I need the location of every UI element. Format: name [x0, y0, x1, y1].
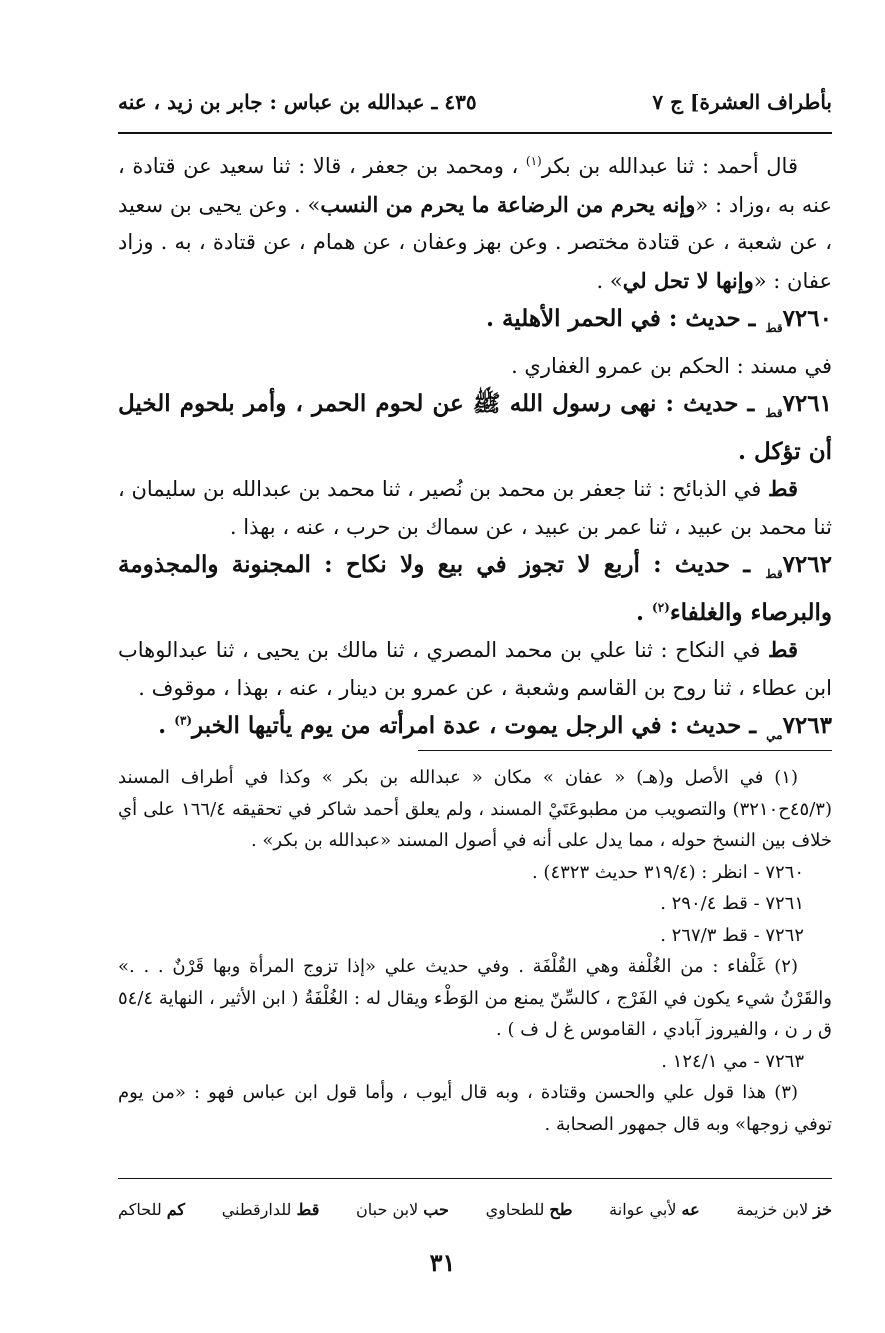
- source-symbol: قط: [765, 406, 783, 420]
- abbr-item: قط للدارقطني: [221, 1200, 320, 1219]
- footnote-ref-3: (٣): [174, 713, 193, 728]
- source-symbol: قط: [765, 567, 783, 581]
- hadith-7263: $٧٢٦٣_{مي}$ ـ حديث : في الرجل يموت ، عدة امرأته من يوم يأتيها الخبر$^{(٣)}$ .: [158, 712, 832, 742]
- abbr-item: حب لابن حبان: [356, 1200, 449, 1219]
- paragraph-musnad: في مسند : الحكم بن عمرو الغفاري .: [511, 353, 832, 378]
- footnote-ref-2: (٢): [652, 599, 670, 614]
- hadith-7260: $٧٢٦٠_{قط}$ ـ حديث : في الحمر الأهلية .: [485, 305, 832, 335]
- hadith-number: ٧٢٦٢: [782, 551, 832, 578]
- abbr-item: خز لابن خزيمة: [736, 1200, 832, 1219]
- hadith-7261: $٧٢٦١_{قط}$ ـ حديث : نهى رسول الله ﷺ عن لحوم الحمر ، وأمر بلحوم الخيل أن تؤكل .: [118, 390, 832, 465]
- footnote-3: (٣) هذا قول علي والحسن وقتادة ، وبه قال أيوب ، وأما قول ابن عباس فهو : «من يوم توفي زوجها» وبه قال جمهور الصحابة .: [118, 1082, 832, 1135]
- source-symbol: مي: [766, 728, 783, 742]
- footnote-2: (٢) غَلْفاء : من الغُلْفة وهي القُلْفَة . وفي حديث علي «إذا تزوج المرأة وبها قَرْنٌ . . .» والقَرْنُ شيء يكون في الفَرْج ، كالسِّنّ يمنع من الوَطْء ويقال له : الغُلْفَةُ ( ابن الأثير ، النهاية ٥٤/٤ ق ر ن ، والفيروز آبادي ، القاموس غ ل ف ) .: [118, 956, 832, 1040]
- source-symbol: قط: [765, 321, 783, 335]
- abbr-item: طح للطحاوي: [485, 1200, 573, 1219]
- paragraph-dhabaih: قط في الذبائح : ثنا جعفر بن محمد بن نُصير ، ثنا محمد بن عبدالله بن سليمان ، ثنا محمد بن عبيد ، ثنا عمر بن عبيد ، عن سماك بن حرب ، عنه ، بهذا .: [118, 476, 832, 539]
- abbr-item: عه لأبي عوانة: [609, 1200, 700, 1219]
- main-text: [118, 148, 832, 755]
- reference-7261: ٧٢٦١ - قط ٢٩٠/٤ .: [660, 893, 804, 914]
- hadith-number: ٧٢٦٠: [782, 305, 832, 332]
- abbr-item: كم للحاكم: [118, 1200, 186, 1219]
- footer-rule: [118, 1178, 832, 1179]
- reference-7262: ٧٢٦٢ - قط ٢٦٧/٣ .: [660, 924, 804, 946]
- paragraph-nikah: قط في النكاح : ثنا علي بن محمد المصري ، ثنا مالك بن يحيى ، ثنا عبدالوهاب ابن عطاء ، ثنا روح بن القاسم وشعبة ، عن عمرو بن دينار ، عنه ، بهذا ، موقوف .: [118, 637, 832, 700]
- footnote-separator: [418, 750, 832, 751]
- page-number: ٣١: [429, 1248, 456, 1277]
- hadith-number: ٧٢٦١: [782, 390, 832, 417]
- abbreviation-legend: [118, 1193, 832, 1227]
- footnote-1: (١) في الأصل و(هـ) « عفان » مكان « عبدالله بن بكر » وكذا في أطراف المسند (٤٥/٣ح٣٢١٠) والتصويب من مطبوعَتَيْ المسند ، ولم يعلق أحمد شاكر في تحقيقه ١٦٦/٤ على أي خلاف بين النسخ حوله ، مما يدل على أنه في أصول المسند «عبدالله بن بكر» .: [118, 767, 832, 851]
- footnote-ref-1: (١): [525, 154, 542, 168]
- hadith-7262: $٧٢٦٢_{قط}$ ـ حديث : أربع لا تجوز في بيع ولا نكاح : المجنونة والمجذومة والبرصاء والغلفاء$^{(٢)}$ .: [118, 551, 832, 626]
- paragraph-ahmad: قال أحمد : ثنا عبدالله بن بكر$^{(١)}$ ، ومحمد بن جعفر ، قالا : ثنا سعيد عن قتادة ، عنه به ،وزاد : «وإنه يحرم من الرضاعة ما يحرم من النسب» . وعن يحيى بن سعيد ، عن شعبة ، عن قتادة مختصر . وعن بهز وعفان ، عن همام ، عن قتادة ، به . وزاد عفان : «وإنها لا تحل لي» .: [118, 154, 832, 293]
- reference-7263: ٧٢٦٣ - مي ١٢٤/١ .: [661, 1050, 804, 1072]
- reference-7260: ٧٢٦٠ - انظر : (٣١٩/٤ حديث ٤٣٢٣) .: [531, 861, 804, 883]
- header-volume: بأطراف العشرة] ج ٧: [652, 90, 832, 114]
- running-header: [118, 82, 832, 122]
- footnotes: [118, 762, 832, 1140]
- hadith-number: ٧٢٦٣: [782, 712, 832, 739]
- header-chapter: ٤٣٥ ـ عبدالله بن عباس : جابر بن زيد ، عنه: [118, 90, 477, 114]
- header-rule: [118, 132, 832, 134]
